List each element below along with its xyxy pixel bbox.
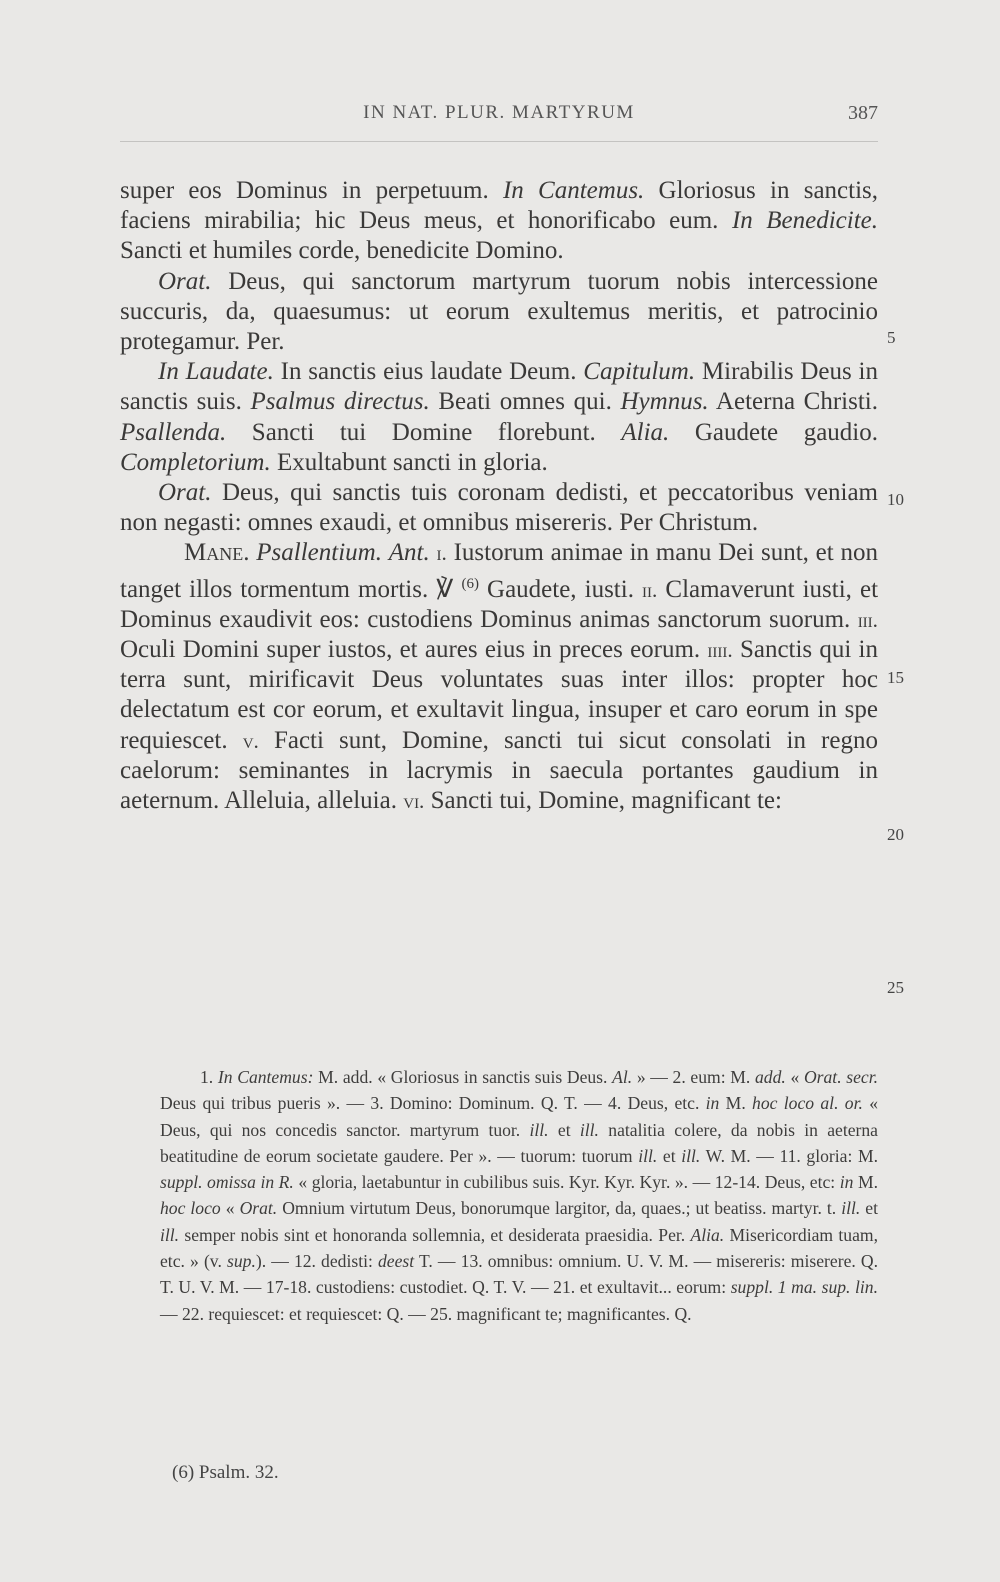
header-rule [120, 141, 878, 142]
line-number: 15 [887, 668, 904, 687]
line-number: 25 [887, 978, 904, 997]
page-number: 387 [848, 102, 878, 124]
paragraph-5: Mane. Psallentium. Ant. i. Iustorum animae in manu Dei sunt, et non tanget illos tormentum mortis. ℣ $^{(6)}$ Gaudete, iusti. ii. Clamaverunt iusti, et Dominus exaudivit eos: custodiens Dominus animas sanctorum suorum. iii. Oculi Domini super iustos, et aures eius in preces eorum. iiii. Sanctis qui in terra sunt, mirificavit Deus voluntates suas inter illos: propter hoc delectatum est cor eorum, et exultavit lingua, insuper et caro eorum in spe requiescet. v. Facti sunt, Domine, sancti tui sicut consolati in regno caelorum: seminantes in lacrymis in saecula portantes gaudium in aeternum. Alleluia, alleluia. vi. Sancti tui, Domine, magnificant te: [120, 539, 879, 815]
paragraph-2: Orat. Deus, qui sanctorum martyrum tuorum nobis intercessione succuris, da, quaesumus: ut eorum exultemus meritis, et patrocinio protegamur. Per. [120, 267, 878, 356]
footnote: (6) Psalm. 32. [172, 1462, 279, 1483]
line-number: 10 [887, 490, 904, 509]
running-title: IN NAT. PLUR. MARTYRUM [363, 102, 635, 123]
footnote-ref: (6) [461, 575, 479, 592]
paragraph-4: Orat. Deus, qui sanctis tuis coronam dedisti, et peccatoribus veniam non negasti: omnes exaudi, et omnibus misereris. Per Christum. [120, 479, 878, 537]
running-header [120, 102, 878, 128]
main-text [120, 176, 878, 816]
critical-apparatus: 1. In Cantemus: M. add. « Gloriosus in sanctis suis Deus. Al. » — 2. eum: M. add. « Orat. secr. Deus qui tribus pueris ». — 3. Domino: Dominum. Q. T. — 4. Deus, etc. in M. hoc loco al. or. « Deus, qui nos concedis sanctor. martyrum tuor. ill. et ill. natalitia colere, da nobis in aeterna beatitudine de eorum societate gaudere. Per ». — tuorum: tuorum ill. et ill. W. M. — 11. gloria: M. suppl. omissa in R. « gloria, laetabuntur in cubilibus suis. Kyr. Kyr. Kyr. ». — 12-14. Deus, etc: in M. hoc loco « Orat. Omnium virtutum Deus, bonorumque largitor, da, quaes.; ut beatiss. martyr. t. ill. et ill. semper nobis sint et honoranda sollemnia, et desiderata praesidia. Per. Alia. Misericordiam tuam, etc. » (v. sup.). — 12. dedisti: deest T. — 13. omnibus: omnium. U. V. M. — misereris: miserere. Q. T. U. V. M. — 17-18. custodiens: custodiet. Q. T. V. — 21. et exultavit... eorum: suppl. 1 ma. sup. lin. — 22. requiescet: et requiescet: Q. — 25. magnificant te; magnificantes. Q. [160, 1067, 879, 1324]
line-number: 20 [887, 825, 904, 844]
line-number: 5 [887, 328, 896, 347]
paragraph-3: In Laudate. In sanctis eius laudate Deum. Capitulum. Mirabilis Deus in sanctis suis. Psalmus directus. Beati omnes qui. Hymnus. Aeterna Christi. Psallenda. Sancti tui Domine florebunt. Alia. Gaudete gaudio. Completorium. Exultabunt sancti in gloria. [120, 358, 878, 476]
paragraph-1: super eos Dominus in perpetuum. In Cantemus. Gloriosus in sanctis, faciens mirabilia; hic Deus meus, et honorificabo eum. In Benedicite. Sancti et humiles corde, benedicite Domino. [120, 177, 879, 265]
versicle-symbol: ℣ [436, 575, 454, 603]
